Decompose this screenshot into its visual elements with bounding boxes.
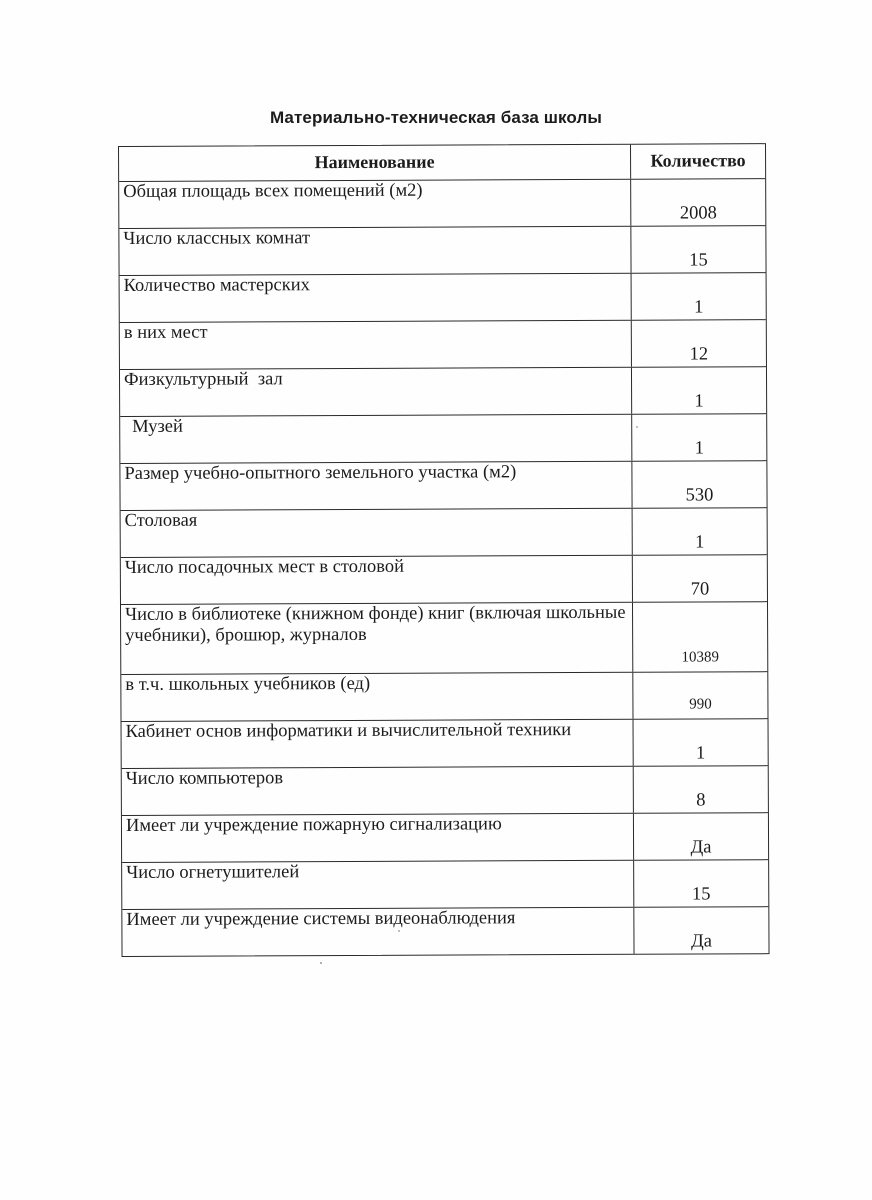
row-quantity-cell (633, 508, 767, 555)
row-quantity-cell (633, 555, 767, 602)
row-quantity-cell (634, 907, 768, 954)
table-row (120, 319, 766, 369)
row-quantity: Да (691, 931, 712, 952)
row-quantity-cell (632, 461, 766, 508)
row-name: Число посадочных мест в столовой (121, 556, 633, 604)
table-row (121, 507, 767, 557)
row-quantity: 1 (695, 743, 706, 764)
row-quantity: 1 (694, 438, 704, 459)
row-quantity: 1 (694, 297, 704, 318)
table-row (122, 906, 768, 956)
row-quantity-cell (632, 320, 766, 367)
table-row (121, 601, 767, 674)
row-quantity-cell (634, 766, 768, 813)
row-name: в них мест (120, 321, 632, 369)
row-name: Физкультурный зал (120, 368, 632, 416)
row-quantity: 15 (691, 884, 711, 905)
row-quantity: 990 (689, 696, 712, 713)
row-quantity: 70 (690, 579, 710, 600)
row-quantity: 12 (689, 344, 709, 365)
scan-speck (320, 962, 322, 964)
row-quantity: 1 (694, 391, 704, 412)
row-name: Столовая (121, 509, 633, 557)
row-name: Число компьютеров (122, 767, 634, 815)
row-quantity-cell (632, 367, 766, 414)
header-name: Наименование (119, 145, 631, 181)
row-name: в т.ч. школьных учебников (ед) (121, 673, 633, 721)
header-quantity: Количество (650, 150, 746, 171)
row-quantity-cell (631, 226, 765, 273)
scan-speck (398, 930, 400, 932)
row-quantity-cell (633, 672, 767, 719)
table-row (121, 554, 767, 604)
table-row (119, 178, 765, 228)
row-quantity-cell (634, 860, 768, 907)
document-title: Материально-техническая база школы (269, 108, 603, 127)
row-name: Размер учебно-опытного земельного участка (м2) (120, 462, 632, 510)
row-quantity: 2008 (679, 203, 717, 224)
scan-speck (636, 426, 638, 428)
table-row (120, 272, 766, 322)
row-name: Кабинет основ информатики и вычислительной техники (122, 720, 634, 768)
facilities-table (118, 143, 770, 957)
row-quantity-cell (634, 719, 768, 766)
table-row (122, 718, 768, 768)
row-quantity-cell (633, 602, 767, 672)
row-quantity: 530 (685, 485, 714, 506)
row-quantity: 8 (696, 790, 706, 811)
row-name: Имеет ли учреждение системы видеонаблюдения (122, 908, 634, 956)
row-quantity: Да (690, 837, 712, 858)
table-row (122, 765, 768, 815)
row-name: Число классных комнат (119, 227, 631, 275)
row-name: Музей (120, 415, 632, 463)
table-row (120, 413, 766, 463)
row-quantity-cell (632, 414, 766, 461)
table-header-row (119, 144, 765, 181)
table-row (122, 812, 768, 862)
row-quantity-cell (634, 813, 768, 860)
row-name: Имеет ли учреждение пожарную сигнализацию (122, 814, 634, 862)
row-quantity-cell (631, 179, 765, 226)
row-quantity-cell (632, 273, 766, 320)
row-name: Общая площадь всех помещений (м2) (119, 180, 631, 228)
row-quantity: 15 (689, 250, 708, 271)
row-quantity: 1 (695, 532, 705, 553)
row-name: Количество мастерских (120, 274, 632, 322)
row-name: Число в библиотеке (книжном фонде) книг (включая школьные учебники), брошюр, журналов (121, 603, 633, 674)
table-row (121, 671, 767, 721)
table-row (120, 366, 766, 416)
row-name: Число огнетушителей (122, 861, 634, 909)
table-row (122, 859, 768, 909)
table-row (120, 460, 766, 510)
table-row (119, 225, 765, 275)
row-quantity: 10389 (681, 649, 720, 666)
